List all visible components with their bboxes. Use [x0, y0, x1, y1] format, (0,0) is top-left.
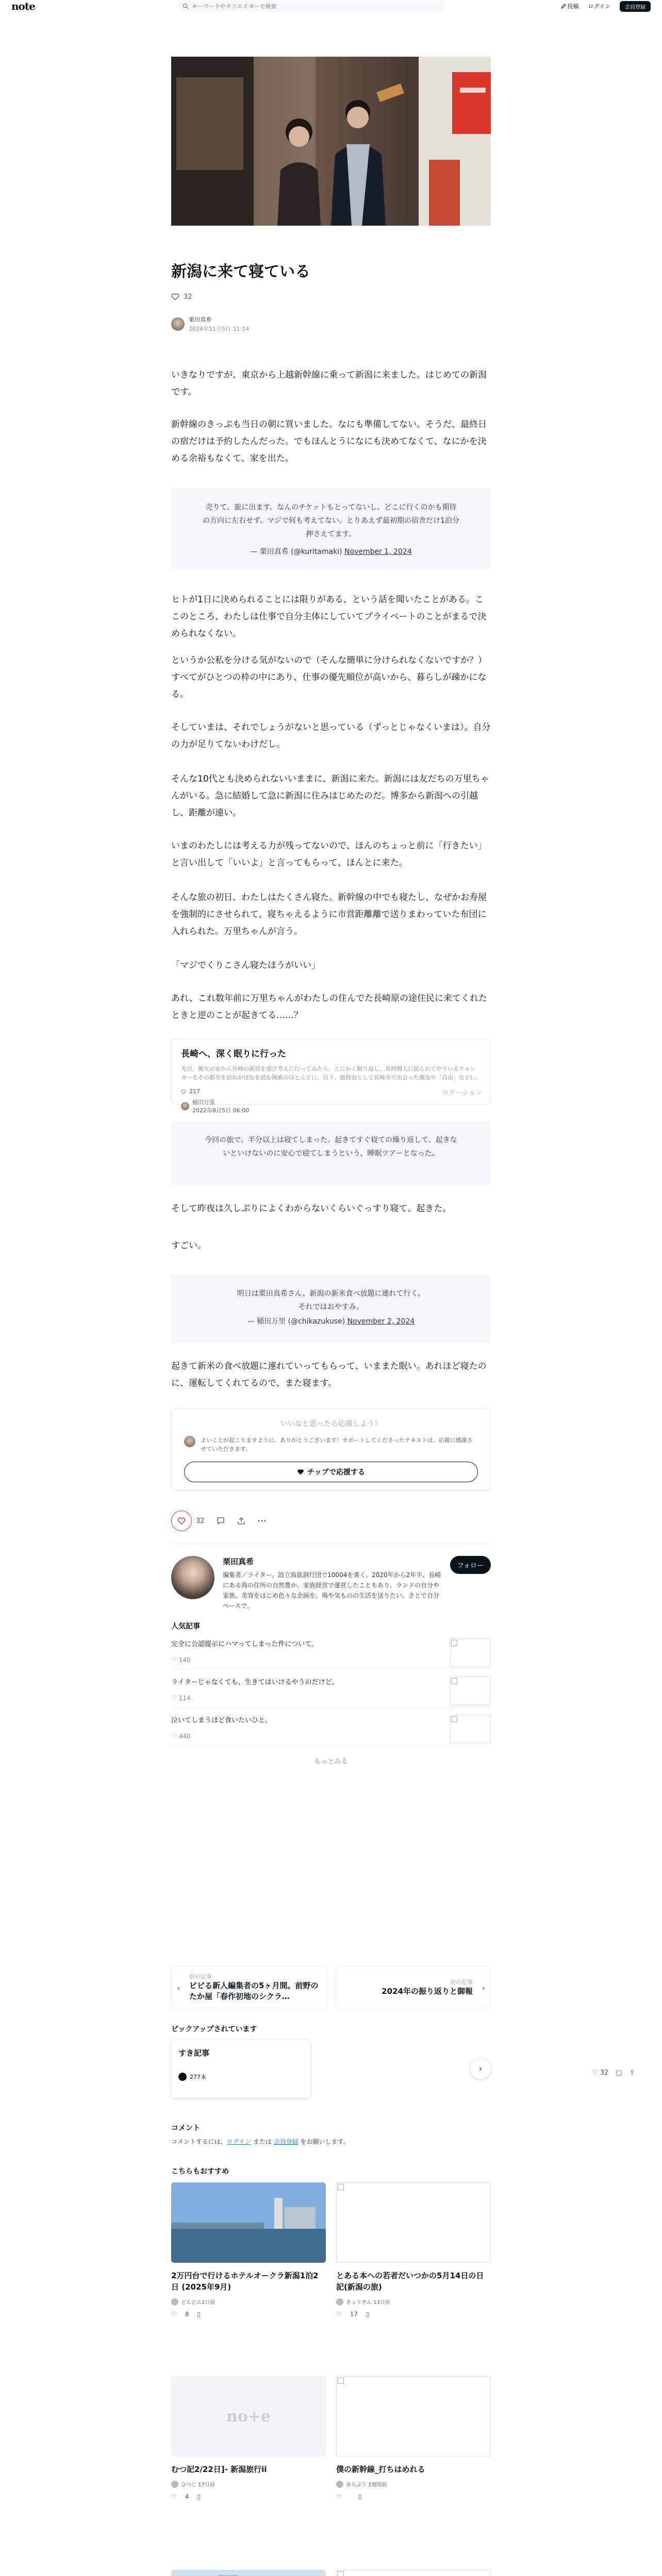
more-icon[interactable]: [257, 1516, 267, 1526]
recommend-card[interactable]: [336, 2570, 491, 2576]
note-logo[interactable]: note: [11, 0, 35, 12]
tweet-date-link[interactable]: November 2, 2024: [347, 1317, 415, 1326]
next-article-card[interactable]: [335, 1966, 491, 2008]
article-paragraph: あれ、これ数年前に万里ちゃんがわたしの住んでた長崎原の途住民に来てくれたときと逆のことが起きてる……？: [171, 993, 488, 1021]
heart-icon: ♡: [171, 1694, 177, 1702]
creator-avatar[interactable]: [171, 1556, 214, 1599]
pickup-card-count: 277本: [178, 2073, 303, 2081]
embed-date: 2022年8月5日 06:00: [192, 1107, 250, 1114]
recommend-meta: [336, 2311, 491, 2318]
embedded-tweet: [171, 1275, 491, 1343]
recommend-heading: こちらもおすすめ: [171, 2167, 229, 2176]
recommend-title[interactable]: 2万円台で行けるホテルオークラ新潟1泊2日 (2025年9月): [171, 2271, 319, 2292]
recommend-meta: [171, 2493, 326, 2500]
recommend-section: [171, 2166, 491, 2576]
broken-image-icon: [451, 1678, 457, 1684]
broken-image-icon: [451, 1716, 457, 1722]
creator-profile: [171, 1556, 491, 1611]
popular-item-thumbnail[interactable]: [450, 1715, 491, 1743]
recommend-grid: [171, 2182, 491, 2576]
popular-articles: [171, 1621, 491, 1766]
popular-item-title[interactable]: ライターじゃなくても、生きてはいけるやうのだけど。: [171, 1679, 339, 1686]
recommend-title[interactable]: とある本への若者だいつかの5月14日の日記(新潟の旅): [336, 2271, 484, 2292]
support-avatar: [184, 1436, 195, 1447]
recommend-thumbnail[interactable]: [171, 2182, 326, 2263]
comment-prompt: コメントするには、ログイン または 会員登録 をお願いします。: [171, 2138, 350, 2145]
article-title: 新潟に来て寝ている: [171, 263, 310, 281]
bookmark-icon: ▯: [358, 2493, 362, 2500]
tip-button-label: チップで応援する: [307, 1468, 365, 1477]
comment-icon[interactable]: ▢: [616, 2069, 622, 2077]
heart-fill-icon: [297, 1468, 304, 1476]
recommend-card[interactable]: [171, 2570, 326, 2576]
heart-icon: ♡: [171, 1733, 177, 1740]
popular-item[interactable]: [171, 1631, 491, 1669]
tweet-byline: [202, 1315, 460, 1328]
embedded-tweet: [171, 488, 491, 570]
highlight-box: [171, 1121, 491, 1185]
recommend-likes: 8: [185, 2311, 189, 2318]
embed-author-name: 稲田万里: [192, 1099, 215, 1106]
broken-image-icon: [338, 2184, 344, 2190]
article-like-count: 32: [184, 293, 192, 301]
comment-section: [171, 2123, 491, 2146]
next-title: 2024年の振り返りと御報: [382, 1986, 473, 1996]
chevron-left-icon: ‹: [177, 1983, 180, 1993]
popular-item-title[interactable]: 泣いてしまうほど食いたいひと。: [171, 1717, 272, 1724]
author-avatar: [336, 2481, 343, 2488]
embed-title: 長崎へ、深く眠りに行った: [181, 1049, 286, 1059]
comment-login-link[interactable]: ログイン: [226, 2138, 252, 2145]
recommend-meta: [171, 2311, 326, 2318]
magazine-icon: [178, 2073, 187, 2081]
floating-like-count: 32: [600, 2069, 609, 2077]
popular-heading: 人気記事: [171, 1622, 200, 1631]
article-paragraph: そしていまは、それでしょうがないと思っている（ずっとじゃなくいまは）。自分の力が足りてないわけだし。: [171, 722, 491, 750]
recommend-card[interactable]: [336, 2182, 491, 2376]
heart-icon: ♡: [171, 2493, 177, 2500]
share-icon[interactable]: ⇪: [629, 2069, 635, 2077]
article-paragraph: 新幹線のきっぷも当日の朝に買いました。なにも準備してない。そうだ、最終日の宿だけは予約したんだった。でもほんとうになにも決めてなくて、なにかを決める余裕もなくて、家を出た。: [171, 419, 487, 464]
support-text: よいことが起こりますように、ありがとうございます！サポートしてくださったテキストは、応援に感謝させていただきます。: [201, 1437, 473, 1452]
highlight-text: 今回の旅で、半分以上は寝てしまった。起きてすぐ寝ての繰り返して、起きないといけないのに安心で寝てしまうという、睡眠ツアーとなった。: [205, 1136, 457, 1158]
register-button[interactable]: 会員登録: [620, 1, 651, 12]
author-byline[interactable]: [171, 315, 491, 333]
broken-image-icon: [338, 2378, 344, 2384]
heart-icon: ♡: [171, 1656, 177, 1664]
author-avatar: [171, 2481, 178, 2488]
article-paragraph: すごい。: [171, 1241, 206, 1251]
like-action[interactable]: [171, 1511, 205, 1531]
recommend-title[interactable]: むつ記2/22日]- 新潟旅行ii: [171, 2465, 267, 2474]
embed-author: [181, 1098, 481, 1114]
article-paragraph: 「マジでくりこさん寝たほうがいい」: [171, 960, 320, 971]
heart-icon: ♡: [336, 2311, 342, 2318]
recommend-thumbnail[interactable]: [336, 2376, 491, 2456]
prev-title: ビビる新人編集者の5ヶ月間。前野のたか屋「春作初地のシクラ…: [189, 1981, 319, 2001]
article-paragraph: ヒトが1日に決められることには限りがある、という話を聞いたことがある。ここのところ、わたしは仕事で自分主体にしていてプライベートのことがまるで決められなくない。: [171, 595, 487, 639]
pickup-card-title: すき記事: [178, 2048, 210, 2058]
tweet-text: 売りて、旅に出ます。なんのチケットもとってないし、どこに行くのかも期待の方向に左右せず。マジで何も考えてない。とりあえず最初期の宿舎だけ1泊分押さえてます。: [203, 503, 459, 538]
article-paragraph: そして昨夜は久しぶりによくわからないくらいぐっすり寝て、起きた。: [171, 1204, 452, 1214]
tweet-text: それではおやすみ。: [298, 1303, 364, 1311]
next-label: 次の記事: [450, 1978, 473, 1986]
search-icon: [183, 3, 189, 9]
comment-icon[interactable]: [216, 1516, 225, 1526]
prev-label: 前の記事: [189, 1973, 212, 1980]
broken-image-icon: [451, 1640, 457, 1646]
chevron-right-icon: ›: [479, 2065, 482, 2073]
tweet-byline: [202, 545, 460, 558]
publish-date: 2024年11月5日 11:14: [189, 326, 250, 332]
bookmark-icon: ▯: [197, 2493, 201, 2500]
popular-item-likes: ♡ 440: [171, 1733, 191, 1740]
floating-like[interactable]: [592, 2069, 608, 2077]
pickup-card[interactable]: [171, 2040, 310, 2098]
search-bar[interactable]: [177, 1, 444, 11]
tweet-text: 明日は栗田真希さん、新潟の新米食べ放題に連れて行く。: [237, 1290, 425, 1298]
popular-item[interactable]: [171, 1669, 491, 1707]
author-avatar: [171, 2298, 178, 2306]
recommend-card[interactable]: [171, 2376, 326, 2570]
bookmark-icon: ▯: [197, 2311, 201, 2318]
recommend-thumbnail[interactable]: [171, 2570, 326, 2576]
heart-icon: ♡: [592, 2069, 598, 2077]
popular-item-likes: ♡ 140: [171, 1656, 191, 1664]
article-paragraph: そんな10代とも決められないいままに、新潟に来た。新潟には友だちの万里ちゃんがいる。急に結婚して急に新潟に住みはじめたのだ。博多から新潟への引越し、距離が遠い。: [171, 774, 489, 818]
popular-item[interactable]: [171, 1707, 491, 1745]
article-paragraph: いまのわたしには考える力が残ってないので、ほんのちょっと前に「行きたい」と言い出して「いいよ」と言ってもらって、ほんとに来た。: [171, 841, 487, 868]
post-label: 投稿: [567, 3, 579, 10]
comment-heading: コメント: [171, 2124, 200, 2132]
post-button[interactable]: [561, 2, 579, 10]
embedded-note-card[interactable]: [171, 1039, 491, 1114]
floating-actions: [592, 2069, 635, 2077]
header-actions: [561, 1, 651, 11]
heart-icon: ♡: [336, 2493, 342, 2500]
comment-register-link[interactable]: 会員登録: [273, 2138, 299, 2145]
article-navigation: [171, 1966, 491, 2008]
heart-icon: [181, 1089, 186, 1094]
follow-button[interactable]: フォロー: [450, 1556, 491, 1574]
article-paragraph: そんな旅の初日、わたしはたくさん寝た。新幹線の中でも寝たし、なぜかお寿屋を強制的にさせられて、寝ちゃえるように市営距離離で送りまわっていた布団に入れられた。万里ちゃんが言う。: [171, 892, 487, 937]
pencil-icon: [561, 4, 566, 9]
heart-icon: ♡: [171, 2311, 177, 2318]
recommend-likes: 4: [185, 2493, 189, 2500]
search-input[interactable]: [192, 3, 429, 10]
heart-icon: [177, 1517, 186, 1525]
popular-item-title[interactable]: 完全に公認提示にハマってしまった件について。: [171, 1640, 318, 1648]
site-header: [0, 0, 662, 12]
tip-button[interactable]: [184, 1462, 478, 1482]
recommend-card[interactable]: [171, 2182, 326, 2376]
recommend-meta: [336, 2493, 491, 2500]
recommend-thumbnail[interactable]: [336, 2182, 491, 2263]
heart-icon: [171, 293, 179, 301]
recommend-card[interactable]: [336, 2376, 491, 2570]
recommend-author[interactable]: ひつじ 17日前: [171, 2480, 326, 2488]
author-avatar: [336, 2298, 343, 2306]
chevron-right-icon: ›: [482, 1983, 485, 1993]
article-actions: [171, 1511, 491, 1531]
article-hero-image: [171, 57, 491, 226]
tweet-author: — 稲田万里 (@chikazukuse): [247, 1317, 345, 1326]
recommend-thumbnail[interactable]: [336, 2570, 491, 2576]
article-like-counter[interactable]: [171, 293, 491, 301]
article-paragraph: というか公私を分ける気がないので（そんな簡単に分けられなくないですか？）すべてがひとつの枠の中にあり、仕事の優先順位が高いから、暮らしが疎かになる。: [171, 655, 487, 700]
embed-author-avatar: [181, 1102, 189, 1110]
article-paragraph: いきなりですが、東京から上越新幹線に乗って新潟に来ました。はじめての新潟です。: [171, 370, 487, 397]
note-placeholder-logo: no+e: [226, 2407, 271, 2426]
embed-like-count: 217: [189, 1088, 200, 1095]
like-count: 32: [196, 1517, 205, 1525]
author-name[interactable]: 栗田真希: [189, 316, 211, 323]
popular-more-link[interactable]: もっとみる: [314, 1758, 348, 1766]
login-link[interactable]: ログイン: [588, 3, 610, 10]
share-icon[interactable]: [237, 1516, 246, 1526]
popular-item-thumbnail[interactable]: [450, 1638, 491, 1667]
popular-item-likes: ♡ 114: [171, 1694, 191, 1702]
prev-article-card[interactable]: [171, 1966, 327, 2008]
embed-description: 先日、親友の家から長崎の新居を遊び考えに行ってみたら、とにかく眠り返し、長時間人に揺られてやりいるチャンカーをその都市を訪ねがばなを読む探索のほとんどに。以下、旅程表として長崎市で出会った親友や「自由」など(…: [181, 1065, 478, 1081]
support-message: [184, 1436, 478, 1453]
creator-name[interactable]: 栗田真希: [223, 1557, 254, 1566]
tweet-date-link[interactable]: November 1, 2024: [344, 548, 412, 556]
creator-bio: 編集者／ライター。設立海底洞行団で10004を書く。2020年から2年半、長崎にある海の住所の自然豊か、家族経営で運営したこともあり、ランドの自分や家族。美容をはじめ色々な企画を、場や気ものの生活を送りたい。さとで自分ペースで。: [223, 1571, 441, 1609]
bookmark-icon: ▯: [366, 2311, 370, 2318]
recommend-author[interactable]: あらぷう 2週間前: [336, 2480, 491, 2488]
pickup-next-button[interactable]: [470, 2059, 491, 2079]
embed-meta: [181, 1088, 481, 1095]
recommend-thumbnail[interactable]: [171, 2376, 326, 2456]
article-paragraph: 起きて新米の食べ放題に連れていってもらって、いままた眠い。あれほど寝たのに、運転してくれてるので、また寝ます。: [171, 1361, 487, 1388]
tweet-author: — 栗田真希 (@kuritamaki): [250, 548, 342, 556]
pickup-section: [171, 2024, 491, 2098]
embed-badge: ロケーション: [442, 1089, 482, 1097]
support-heading: いいなと思ったら応援しよう！: [280, 1420, 382, 1428]
like-button[interactable]: [171, 1511, 192, 1531]
broken-image-icon: [338, 2571, 344, 2576]
pickup-heading: ピックアップされています: [171, 2025, 257, 2033]
author-avatar[interactable]: [171, 317, 185, 331]
recommend-author[interactable]: どんどん1日前: [171, 2298, 326, 2306]
popular-item-thumbnail[interactable]: [450, 1676, 491, 1705]
recommend-author[interactable]: きょうさん 13日前: [336, 2298, 491, 2306]
recommend-title[interactable]: 僕の新幹線_打ちはめれる: [336, 2465, 425, 2474]
recommend-likes: 17: [350, 2311, 358, 2318]
support-box: [171, 1409, 491, 1491]
